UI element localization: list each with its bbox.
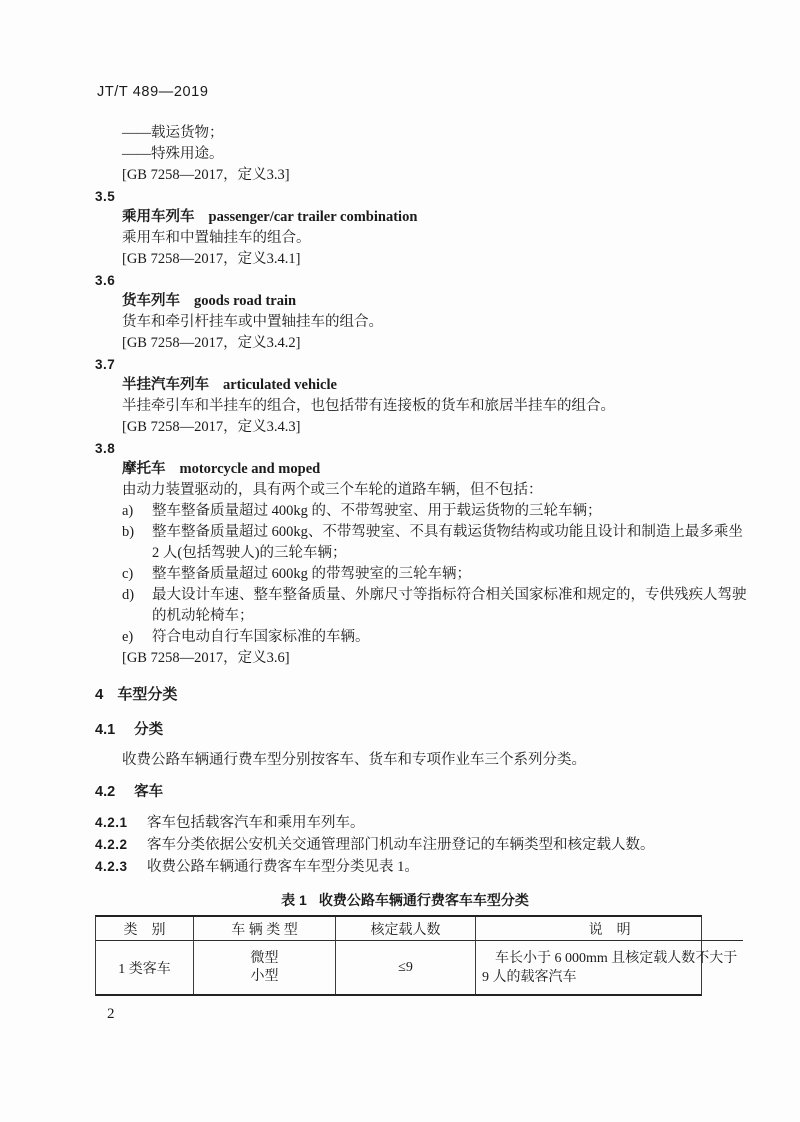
clause-text: 客车分类依据公安机关交通管理部门机动车注册登记的车辆类型和核定载人数。 <box>147 837 655 853</box>
source-reference: [GB 7258—2017，定义3.6] <box>122 650 290 666</box>
list-item-label: b) <box>122 524 135 540</box>
table-caption-label: 表 1 <box>281 892 307 908</box>
term-chinese: 货车列车 <box>122 293 180 309</box>
clause-number: 4.2.1 <box>95 815 128 830</box>
section-heading-4-2 <box>95 781 715 803</box>
term-definition: 乘用车和中置轴挂车的组合。 <box>122 230 311 246</box>
list-item-text: 整车整备质量超过 400kg 的、不带驾驶室、用于载运货物的三轮车辆； <box>152 503 602 519</box>
clause-text: 收费公路车辆通行费客车车型分类见表 1。 <box>147 859 419 875</box>
standard-number-header: JT/T 489—2019 <box>97 84 209 100</box>
clause-number: 4.2.2 <box>95 837 128 852</box>
list-item-b <box>95 522 743 543</box>
vehicle-type-line: 小型 <box>250 968 279 984</box>
term-heading <box>95 459 715 480</box>
section-title: 分类 <box>134 722 164 738</box>
section-number: 4.1 <box>95 722 116 738</box>
column-header-category: 类 别 <box>96 917 194 941</box>
cell-category: 1 类客车 <box>96 941 194 994</box>
list-item-a <box>95 501 715 522</box>
clause-4-2-3 <box>95 856 715 877</box>
source-reference: [GB 7258—2017，定义3.4.2] <box>122 335 301 351</box>
section-paragraph: 收费公路车辆通行费车型分别按客车、货车和专项作业车三个系列分类。 <box>122 752 586 768</box>
clause-number-3-8: 3.8 <box>95 441 116 456</box>
list-item-label: e) <box>122 629 134 645</box>
list-item-b-continued: 2 人(包括驾驶人)的三轮车辆； <box>152 545 347 561</box>
column-header-vehicle-type: 车 辆 类 型 <box>194 917 336 941</box>
term-english: articulated vehicle <box>223 377 337 393</box>
list-item-label: d) <box>122 587 135 603</box>
table-caption-title: 收费公路车辆通行费客车车型分类 <box>318 892 529 908</box>
chapter-heading <box>95 684 715 706</box>
term-english: goods road train <box>194 293 297 309</box>
cell-capacity: ≤9 <box>336 941 476 994</box>
term-chinese: 半挂汽车列车 <box>122 377 209 393</box>
source-reference: [GB 7258—2017，定义3.4.3] <box>122 419 301 435</box>
section-number: 4.2 <box>95 784 116 800</box>
vehicle-type-line: 微型 <box>250 950 279 966</box>
vehicle-classification-table <box>95 915 738 996</box>
column-header-capacity: 核定载人数 <box>336 917 476 941</box>
clause-text: 客车包括载客汽车和乘用车列车。 <box>147 815 365 831</box>
list-item-e <box>95 627 715 648</box>
clause-number-3-6: 3.6 <box>95 273 116 288</box>
section-heading-4-1 <box>95 719 715 741</box>
description-line: 9 人的载客汽车 <box>482 969 577 985</box>
list-item-label: a) <box>122 503 134 519</box>
dash-list-item: ——载运货物； <box>122 125 224 141</box>
source-reference: [GB 7258—2017，定义3.3] <box>122 167 290 183</box>
list-item-text: 整车整备质量超过 600kg、不带驾驶室、不具有载运货物结构或功能且设计和制造上最多乘坐 <box>152 524 743 540</box>
description-line: 车长小于 6 000mm 且核定载人数不大于 <box>495 950 738 966</box>
term-definition: 货车和牵引杆挂车或中置轴挂车的组合。 <box>122 314 383 330</box>
term-heading <box>95 375 715 396</box>
cell-description <box>476 941 743 994</box>
list-item-d <box>95 585 747 606</box>
clause-number-3-7: 3.7 <box>95 357 116 372</box>
section-title: 客车 <box>134 784 164 800</box>
term-english: passenger/car trailer combination <box>208 209 418 225</box>
dash-list-item: ——特殊用途。 <box>122 146 224 162</box>
list-item-c <box>95 564 715 585</box>
clause-number: 4.2.3 <box>95 859 128 874</box>
term-english: motorcycle and moped <box>179 461 321 477</box>
term-chinese: 乘用车列车 <box>122 209 195 225</box>
term-definition-intro: 由动力装置驱动的，具有两个或三个车轮的道路车辆，但不包括： <box>122 482 543 498</box>
clause-number-3-5: 3.5 <box>95 189 116 204</box>
clause-4-2-2 <box>95 834 715 855</box>
term-chinese: 摩托车 <box>122 461 166 477</box>
cell-vehicle-type <box>194 941 336 994</box>
column-header-description: 说 明 <box>476 917 743 941</box>
page-content <box>95 123 747 996</box>
list-item-text: 符合电动自行车国家标准的车辆。 <box>152 629 370 645</box>
list-item-text: 整车整备质量超过 600kg 的带驾驶室的三轮车辆； <box>152 566 471 582</box>
chapter-title: 车型分类 <box>117 686 178 703</box>
clause-4-2-1 <box>95 812 715 833</box>
source-reference: [GB 7258—2017，定义3.4.1] <box>122 251 301 267</box>
chapter-number: 4 <box>95 686 104 703</box>
table-caption <box>95 890 715 911</box>
page-number: 2 <box>107 1006 115 1022</box>
list-item-d-continued: 的机动轮椅车； <box>152 608 254 624</box>
term-heading <box>95 291 715 312</box>
list-item-label: c) <box>122 566 134 582</box>
term-definition: 半挂牵引车和半挂车的组合，也包括带有连接板的货车和旅居半挂车的组合。 <box>122 398 615 414</box>
term-heading <box>95 207 715 228</box>
list-item-text: 最大设计车速、整车整备质量、外廓尺寸等指标符合相关国家标准和规定的，专供残疾人驾驶 <box>152 587 747 603</box>
